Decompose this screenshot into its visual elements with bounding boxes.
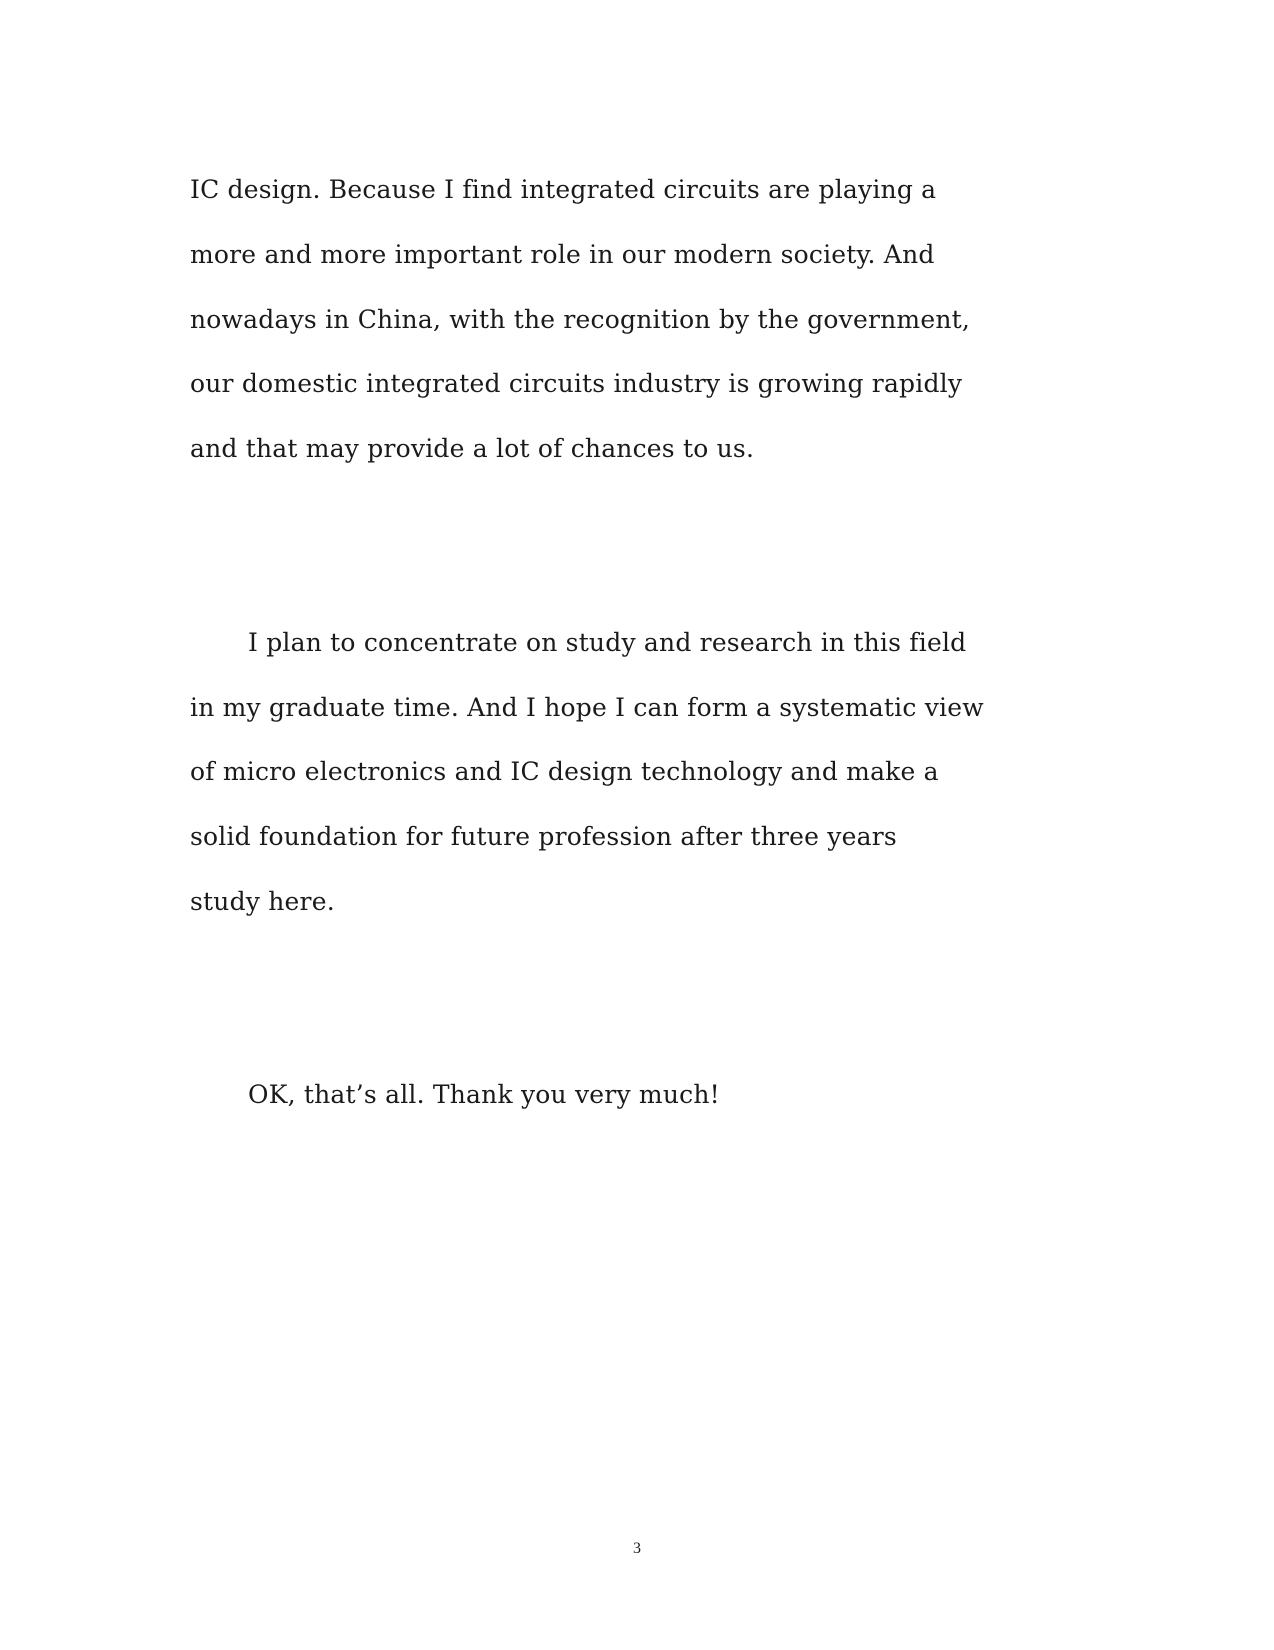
text-line: in my graduate time. And I hope I can form a systematic view (190, 693, 984, 722)
text-line: IC design. Because I find integrated circuits are playing a (190, 175, 937, 204)
text-line: solid foundation for future profession after three years (190, 822, 897, 851)
text-line: study here. (190, 887, 335, 916)
text-line: OK, that’s all. Thank you very much! (248, 1080, 720, 1109)
text-line: more and more important role in our modern society. And (190, 240, 935, 269)
text-line: nowadays in China, with the recognition by the government, (190, 305, 971, 334)
text-line: I plan to concentrate on study and research in this field (248, 628, 967, 657)
page-number: 3 (633, 1540, 641, 1557)
text-line: and that may provide a lot of chances to us. (190, 434, 755, 463)
text-line: our domestic integrated circuits industry is growing rapidly (190, 369, 963, 398)
text-line: of micro electronics and IC design technology and make a (190, 757, 939, 786)
